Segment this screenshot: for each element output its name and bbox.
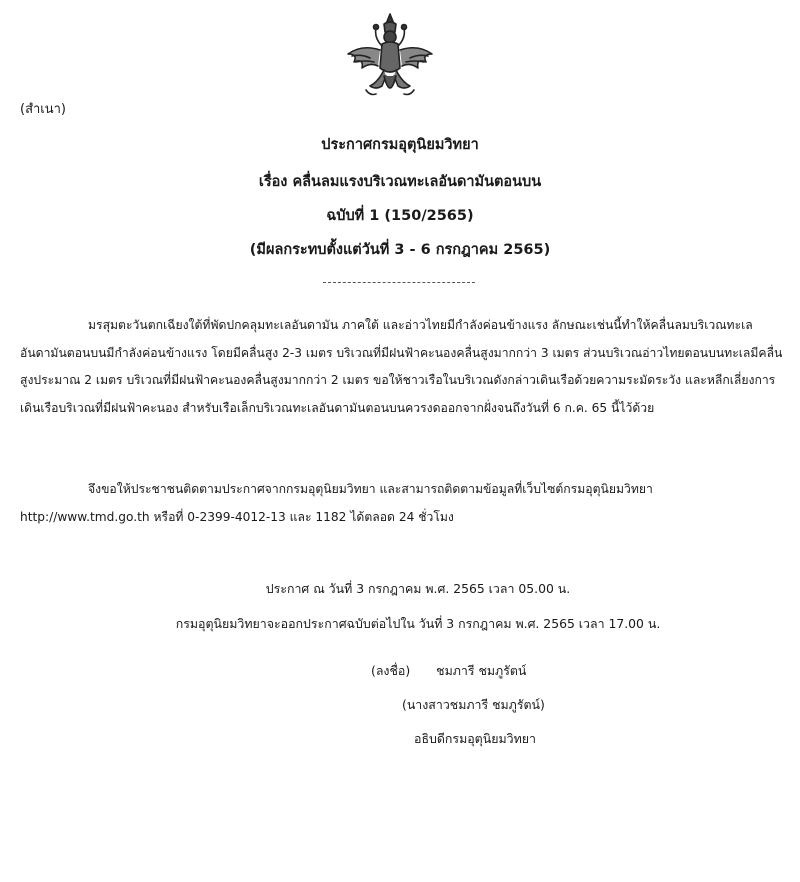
announcement-date: ประกาศ ณ วันที่ 3 กรกฎาคม พ.ศ. 2565 เวลา 05.00 น. — [265, 581, 571, 596]
signatory-position: อธิบดีกรมอุตุนิยมวิทยา — [414, 731, 536, 746]
body-paragraph-2: จึงขอให้ประชาชนติดตามประกาศจากกรมอุตุนิยมวิทยา และสามารถติดตามข้อมูลที่เว็บไซต์กรมอุตุนิยมวิทยา http://www.tmd.go.th หรือที่ 0-2399-4012-13 และ 1182 ได้ตลอด 24 ชั่วโมง — [20, 482, 653, 524]
signed-name: ชมภารี ชมภูรัตน์ — [436, 663, 527, 678]
garuda-emblem-icon — [340, 10, 440, 102]
announcement-subject: เรื่อง คลื่นลมแรงบริเวณทะเลอันดามันตอนบน — [258, 174, 542, 190]
announcement-title: ประกาศกรมอุตุนิยมวิทยา — [321, 137, 479, 153]
effective-period: (มีผลกระทบตั้งแต่วันที่ 3 - 6 กรกฎาคม 2565) — [249, 242, 551, 258]
copy-label: (สำเนา) — [20, 102, 67, 117]
divider-line — [323, 282, 475, 283]
body-paragraph-1: มรสุมตะวันตกเฉียงใต้ที่พัดปกคลุมทะเลอันดามัน ภาคใต้ และอ่าวไทยมีกำลังค่อนข้างแรง ลักษณะเช่นนี้ทำให้คลื่นลมบริเวณทะเลอันดามันตอนบนมีกำลังค่อนข้างแรง โดยมีคลื่นสูง 2-3 เมตร บริเวณที่มีฝนฟ้าคะนองคลื่นสูงมากกว่า 3 เมตร ส่วนบริเวณอ่าวไทยตอนบนทะเลมีคลื่นสูงประมาณ 2 เมตร บริเวณที่มีฝนฟ้าคะนองคลื่นสูงมากกว่า 2 เมตร ขอให้ชาวเรือในบริเวณดังกล่าวเดินเรือด้วยความระมัดระวัง และหลีกเลี่ยงการเดินเรือบริเวณที่มีฝนฟ้าคะนอง สำหรับเรือเล็กบริเวณทะเลอันดามันตอนบนควรงดออกจากฝั่งจนถึงวันที่ 6 ก.ค. 65 นี้ไว้ด้วย — [20, 318, 783, 415]
signed-prefix: (ลงชื่อ) — [371, 663, 411, 678]
next-issue-notice: กรมอุตุนิยมวิทยาจะออกประกาศฉบับต่อไปใน วันที่ 3 กรกฎาคม พ.ศ. 2565 เวลา 17.00 น. — [175, 616, 661, 631]
signature-line — [371, 662, 526, 681]
issue-number: ฉบับที่ 1 (150/2565) — [326, 208, 474, 224]
signatory-full-name: (นางสาวชมภารี ชมภูรัตน์) — [402, 697, 545, 712]
